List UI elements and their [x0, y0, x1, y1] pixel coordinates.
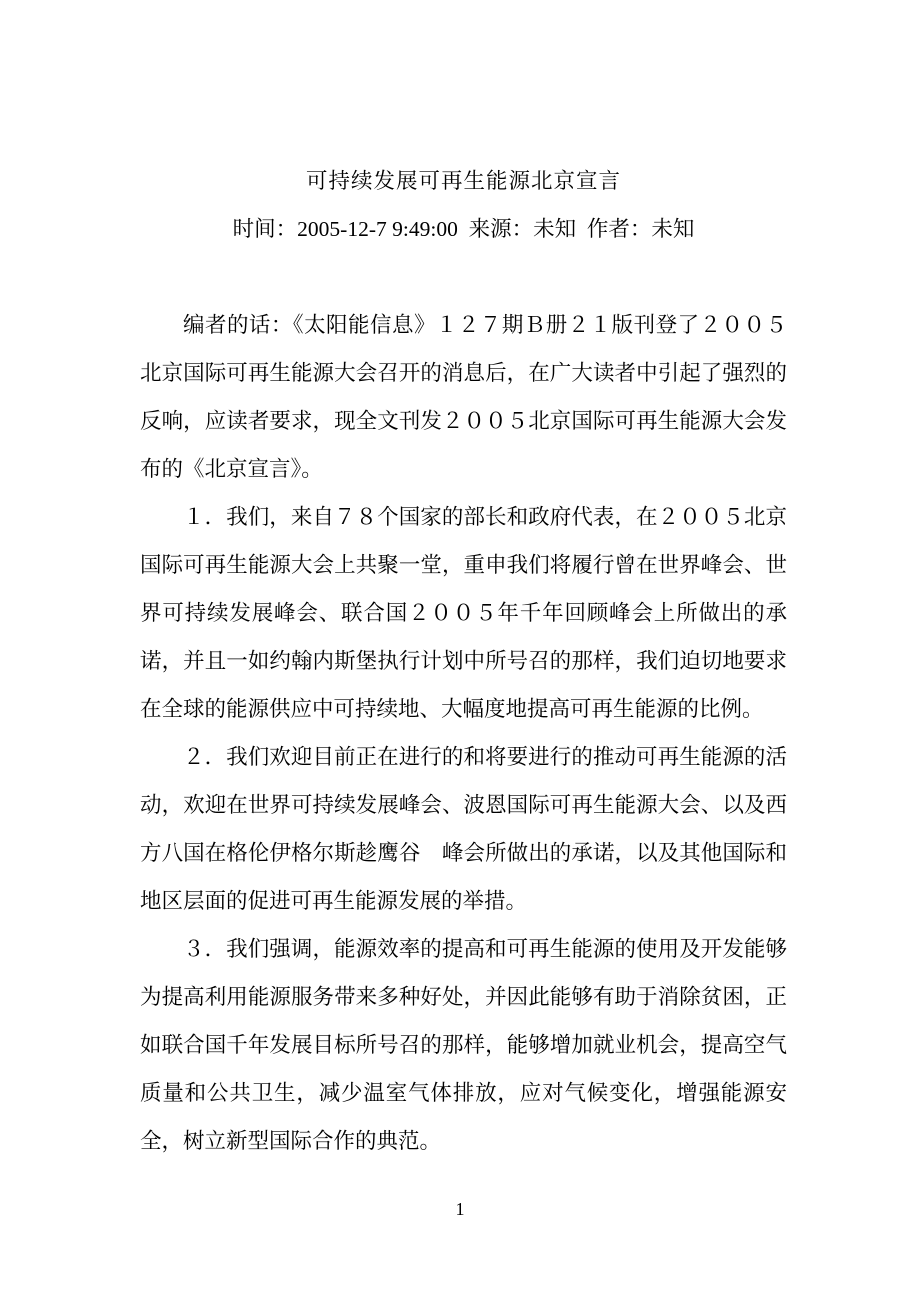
document-meta-line: 时间：2005-12-7 9:49:00 来源：未知 作者：未知 — [232, 217, 695, 241]
document-title: 可持续发展可再生能源北京宣言 — [305, 169, 621, 193]
paragraph-item-1: １．我们，来自７８个国家的部长和政府代表，在２００５北京国际可再生能源大会上共聚一堂，重申我们将履行曾在世界峰会、世界可持续发展峰会、联合国２００５年千年回顾峰会上所做出的承诺，并且一如约翰内斯堡执行计划中所号召的那样，我们迫切地要求在全球的能源供应中可持续地、大幅度地提高可再生能源的比例。 — [140, 505, 787, 721]
paragraph-item-3: ３．我们强调，能源效率的提高和可再生能源的使用及开发能够为提高利用能源服务带来多种好处，并因此能够有助于消除贫困，正如联合国千年发展目标所号召的那样，能够增加就业机会，提高空气质量和公共卫生，减少温室气体排放，应对气候变化，增强能源安全，树立新型国际合作的典范。 — [140, 937, 787, 1153]
paragraph-item-2: ２．我们欢迎目前正在进行的和将要进行的推动可再生能源的活动，欢迎在世界可持续发展峰会、波恩国际可再生能源大会、以及西方八国在格伦伊格尔斯趁鹰谷 峰会所做出的承诺，以及其他国际和地区层面的促进可再生能源发展的举措。 — [140, 745, 787, 913]
blank-line — [140, 253, 787, 301]
paragraph-editors-note: 编者的话：《太阳能信息》１２７期Ｂ册２１版刊登了２００５北京国际可再生能源大会召开的消息后，在广大读者中引起了强烈的反响，应读者要求，现全文刊发２００５北京国际可再生能源大会发布的《北京宣言》。 — [140, 313, 787, 481]
page-number: 1 — [455, 1199, 465, 1219]
